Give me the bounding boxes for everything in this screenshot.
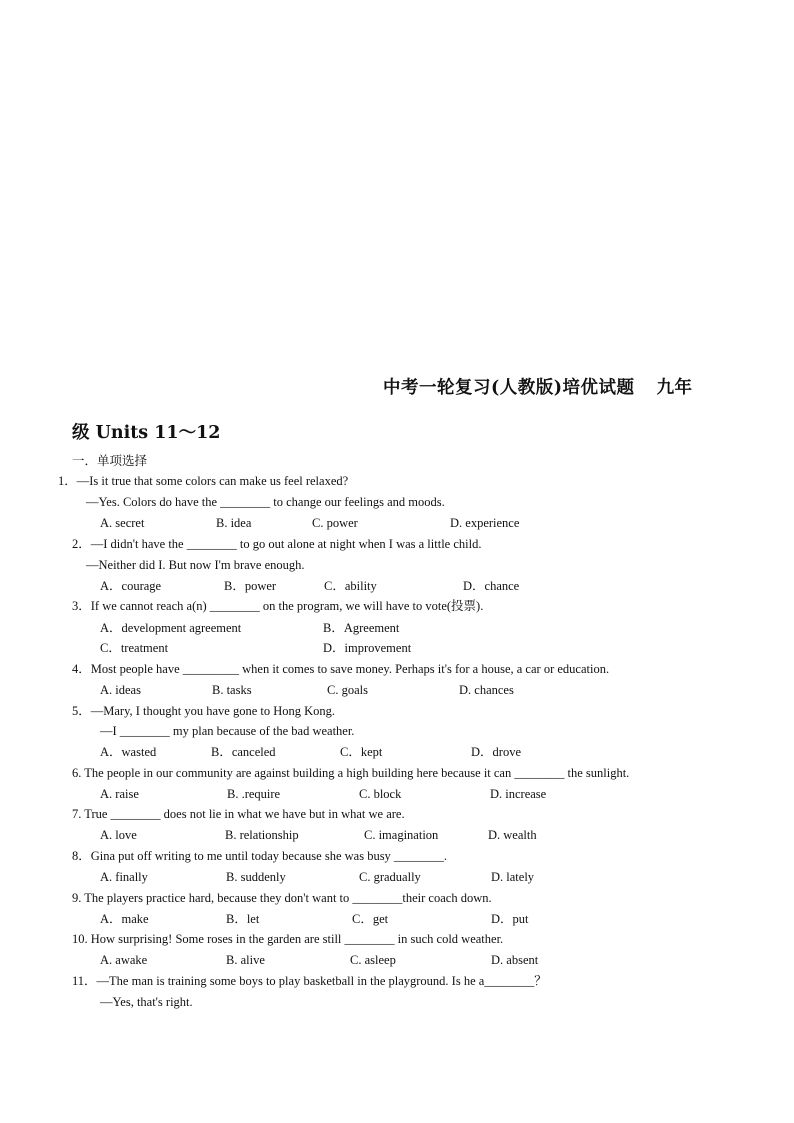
- option-c: C. gradually: [359, 870, 421, 884]
- option-a: A. secret: [100, 516, 145, 530]
- page-subtitle: 级 Units 11～12: [72, 423, 221, 443]
- option-c: C. imagination: [364, 828, 439, 842]
- option-a: A．courage: [100, 579, 162, 593]
- question-10-stem: 10. How surprising! Some roses in the garden are still ________ in such cold weather.: [72, 932, 504, 946]
- title-main: 中考一轮复习(人教版)培优试题: [383, 378, 635, 398]
- option-b: B. alive: [226, 953, 265, 967]
- question-5-stem: 5．—Mary, I thought you have gone to Hong Kong.: [72, 704, 336, 718]
- option-d: D. wealth: [488, 828, 537, 842]
- option-a: A. ideas: [100, 683, 141, 697]
- option-b: B. suddenly: [226, 870, 286, 884]
- option-d: D. increase: [490, 787, 547, 801]
- option-b: B．power: [224, 579, 277, 593]
- question-2-stem-2: —Neither did I. But now I'm brave enough.: [86, 558, 305, 572]
- option-a: A. love: [100, 828, 137, 842]
- option-b: B．canceled: [211, 745, 276, 759]
- option-d: D. chances: [459, 683, 514, 697]
- option-b: B. idea: [216, 516, 252, 530]
- question-7-stem: 7. True ________ does not lie in what we have but in what we are.: [72, 807, 405, 821]
- option-b: B. tasks: [212, 683, 252, 697]
- question-1-stem: 1．—Is it true that some colors can make us feel relaxed?: [58, 474, 349, 488]
- option-a: A. raise: [100, 787, 139, 801]
- option-d: D. absent: [491, 953, 539, 967]
- option-b: B. .require: [227, 787, 281, 801]
- option-d: D．drove: [471, 745, 521, 759]
- title-grade-part: 九年: [656, 378, 693, 398]
- option-b: B．Agreement: [323, 621, 400, 635]
- option-a: A．wasted: [100, 745, 157, 759]
- question-11-stem-2: —Yes, that's right.: [100, 995, 193, 1009]
- option-c: C．treatment: [100, 641, 169, 655]
- option-c: C. asleep: [350, 953, 396, 967]
- option-c: C. goals: [327, 683, 368, 697]
- option-a: A. awake: [100, 953, 148, 967]
- option-c: C．kept: [340, 745, 383, 759]
- option-d: D．chance: [463, 579, 520, 593]
- question-8-stem: 8．Gina put off writing to me until today because she was busy ________.: [72, 849, 448, 863]
- page-title: [383, 374, 693, 399]
- section-header: 一．单项选择: [72, 453, 148, 468]
- question-5-stem-2: —I ________ my plan because of the bad weather.: [100, 724, 355, 738]
- option-c: C．get: [352, 912, 389, 926]
- option-c: C. power: [312, 516, 358, 530]
- question-1-stem-2: —Yes. Colors do have the ________ to change our feelings and moods.: [86, 495, 445, 509]
- option-b: B. relationship: [225, 828, 299, 842]
- question-2-stem: 2．—I didn't have the ________ to go out alone at night when I was a little child.: [72, 537, 482, 551]
- question-3-stem: 3．If we cannot reach a(n) ________ on the program, we will have to vote(投票).: [72, 599, 484, 613]
- option-a: A. finally: [100, 870, 148, 884]
- question-11-stem: 11．—The man is training some boys to play basketball in the playground. Is he a________？: [72, 974, 547, 988]
- option-d: D. experience: [450, 516, 520, 530]
- question-9-stem: 9. The players practice hard, because they don't want to ________their coach down.: [72, 891, 492, 905]
- question-4-stem: 4．Most people have _________ when it comes to save money. Perhaps it's for a house, a car or education.: [72, 662, 610, 676]
- option-d: D．put: [491, 912, 529, 926]
- option-d: D．improvement: [323, 641, 412, 655]
- question-6-stem: 6. The people in our community are against building a high building here because it can ________ the sunlight.: [72, 766, 630, 780]
- option-a: A．make: [100, 912, 149, 926]
- option-c: C. block: [359, 787, 402, 801]
- option-b: B．let: [226, 912, 260, 926]
- option-c: C．ability: [324, 579, 377, 593]
- option-a: A．development agreement: [100, 621, 242, 635]
- option-d: D. lately: [491, 870, 535, 884]
